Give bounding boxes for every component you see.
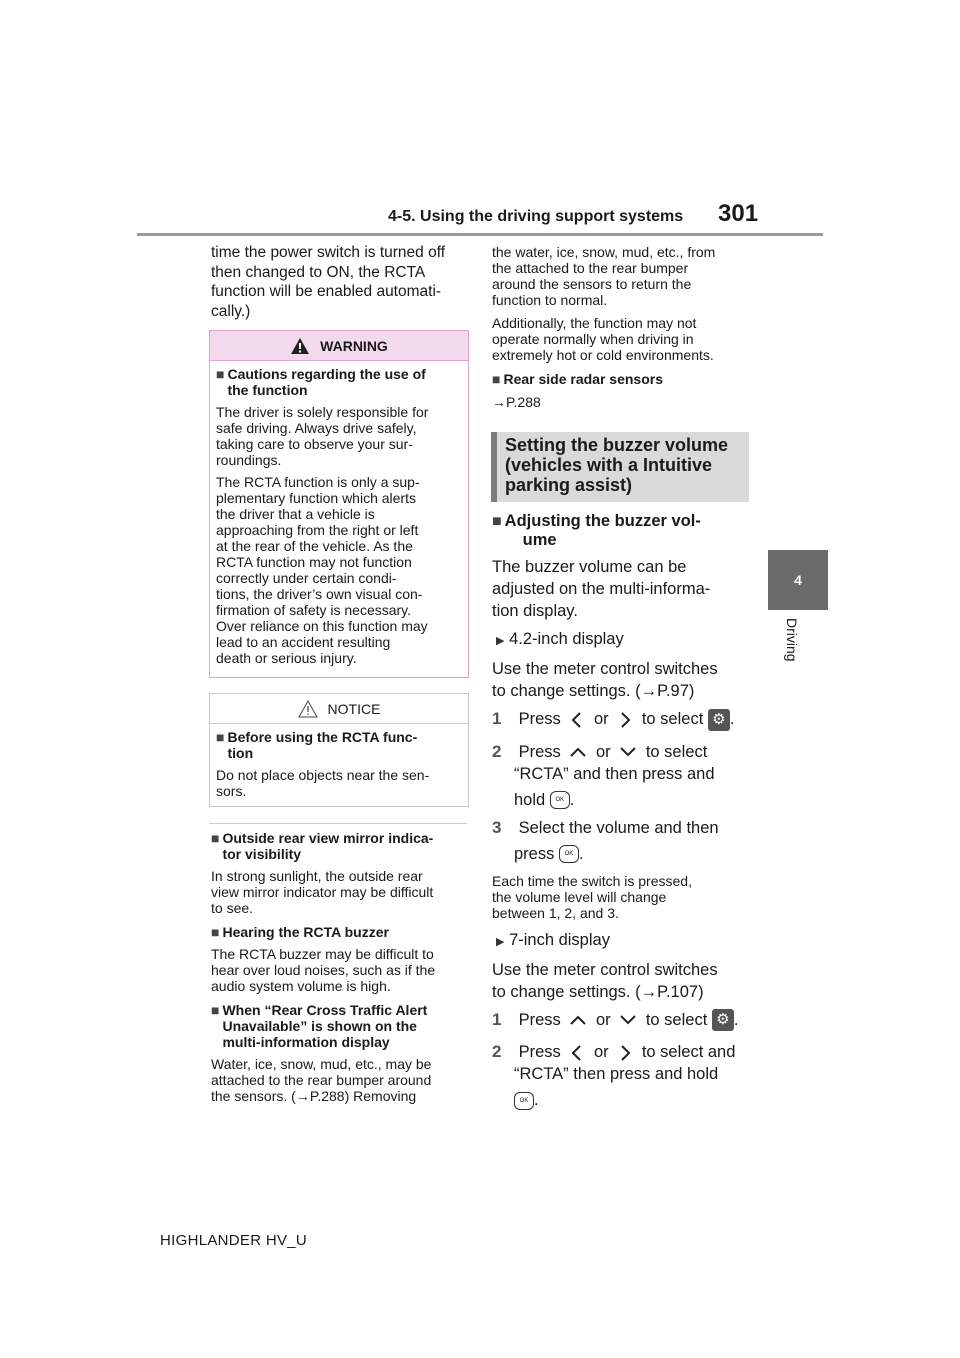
text-line: The buzzer volume can be xyxy=(492,558,687,576)
chevron-right-icon xyxy=(613,1044,637,1062)
square-bullet-icon: ■ xyxy=(216,366,225,382)
band-line: (vehicles with a Intuitive xyxy=(505,455,713,475)
square-bullet-icon: ■ xyxy=(211,1002,220,1018)
step-text: or xyxy=(593,1043,609,1062)
divider xyxy=(209,823,467,824)
text-line: function will be enabled automati- xyxy=(211,283,442,300)
page-number: 301 xyxy=(718,200,759,227)
radar-heading xyxy=(492,371,750,387)
step-note xyxy=(492,873,750,921)
section-heading-unavailable xyxy=(211,1002,469,1050)
text-line: plementary function which alerts xyxy=(216,490,416,506)
step-number: 1 xyxy=(492,709,502,728)
text-line: The RCTA buzzer may be difficult to xyxy=(211,946,434,962)
chapter-tab: 4 xyxy=(768,550,828,610)
step-text: to select xyxy=(645,1010,708,1029)
step-1-7in xyxy=(492,1009,750,1032)
triangle-bullet-icon: ▶ xyxy=(496,935,505,948)
text-line: Each time the switch is pressed, xyxy=(492,872,692,889)
heading-line: tion xyxy=(227,745,254,761)
step-text: Press xyxy=(518,1010,561,1029)
continued-text xyxy=(492,244,750,410)
warning-title: WARNING xyxy=(320,337,388,354)
text-line: attached to the rear bumper around xyxy=(211,1072,432,1088)
text-line: time the power switch is turned off xyxy=(211,244,446,261)
heading-line: the function xyxy=(227,382,308,398)
step-text: to select xyxy=(641,710,704,728)
text-line: The driver is solely responsible for xyxy=(216,404,429,420)
step-2 xyxy=(492,741,750,811)
step-text: Select the volume and then xyxy=(518,818,719,837)
text-line: to change settings. (→P.107) xyxy=(492,982,704,1001)
text-line: the attached to the rear bumper xyxy=(492,260,689,276)
step-1 xyxy=(492,708,750,731)
text-line: at the rear of the vehicle. As the xyxy=(216,538,413,554)
heading-line: tor visibility xyxy=(222,846,302,862)
text-line: Use the meter control switches xyxy=(492,660,718,678)
chevron-down-icon xyxy=(615,744,641,760)
chevron-right-icon xyxy=(613,711,637,729)
text-line: Water, ice, snow, mud, etc., may be xyxy=(211,1056,432,1072)
step-text: or xyxy=(595,742,611,761)
text-line: view mirror indicator may be difficult xyxy=(211,884,434,900)
step-text: to select and xyxy=(641,1043,736,1062)
step-text: . xyxy=(534,1091,539,1110)
step-text: Press xyxy=(518,1043,561,1062)
text-line: lead to an accident resulting xyxy=(216,634,391,650)
step-text: . xyxy=(733,1010,739,1029)
text-line: death or serious injury. xyxy=(216,650,357,666)
square-bullet-icon: ■ xyxy=(492,513,502,530)
square-bullet-icon: ■ xyxy=(216,729,225,745)
text-line: roundings. xyxy=(216,452,282,468)
square-bullet-icon: ■ xyxy=(492,371,501,387)
text-line: function to normal. xyxy=(492,292,608,308)
text-line: to see. xyxy=(211,900,254,916)
heading-line: When “Rear Cross Traffic Alert xyxy=(222,1002,428,1018)
section-heading-buzzer xyxy=(211,924,469,940)
step-text: . xyxy=(578,844,584,863)
step-2-7in xyxy=(492,1041,750,1111)
text-line: the sensors. (→P.288) Removing xyxy=(211,1088,417,1104)
display-42-label xyxy=(492,628,750,652)
heading-line: Cautions regarding the use of xyxy=(227,366,426,382)
chevron-down-icon xyxy=(615,1012,641,1028)
text-line: between 1, 2, and 3. xyxy=(492,904,619,921)
text-line: tion display. xyxy=(492,602,578,620)
warning-header xyxy=(210,331,468,361)
text-line: extremely hot or cold environments. xyxy=(492,347,714,363)
text-line: In strong sunlight, the outside rear xyxy=(211,868,423,884)
notice-p1 xyxy=(216,767,462,799)
text-line: safe driving. Always drive safely, xyxy=(216,420,417,436)
heading-line: ume xyxy=(522,531,557,549)
page-reference: →P.288 xyxy=(492,394,541,410)
text-line: firmation of safety is necessary. xyxy=(216,602,412,618)
adjust-heading xyxy=(492,512,750,550)
step-number: 2 xyxy=(492,1042,502,1062)
notice-triangle-icon xyxy=(298,700,318,718)
chevron-left-icon xyxy=(565,1044,589,1062)
step-text: “RCTA” and then press and xyxy=(514,764,715,783)
display-7-label xyxy=(492,929,750,953)
ok-button-icon: OK xyxy=(559,845,579,863)
notice-title: NOTICE xyxy=(327,700,381,717)
step-number: 1 xyxy=(492,1009,502,1029)
step-text: or xyxy=(595,1010,611,1029)
step-text: . xyxy=(569,790,575,809)
chevron-left-icon xyxy=(565,711,589,729)
chevron-up-icon xyxy=(565,1012,591,1028)
heading-line: Outside rear view mirror indica- xyxy=(222,830,434,846)
text-line: audio system volume is high. xyxy=(211,978,391,994)
step-text: or xyxy=(593,710,609,728)
settings-icon: ⚙ xyxy=(708,709,730,731)
text-line: The RCTA function is only a sup- xyxy=(216,474,420,490)
step-text: . xyxy=(729,710,735,728)
text-line: Additionally, the function may not xyxy=(492,315,697,331)
square-bullet-icon: ■ xyxy=(211,830,220,846)
intro-paragraph xyxy=(211,243,469,321)
text-line: adjusted on the multi-informa- xyxy=(492,580,711,598)
text-line: Over reliance on this function may xyxy=(216,618,428,634)
heading-line: Rear side radar sensors xyxy=(503,371,663,387)
text-line: the volume level will change xyxy=(492,888,667,905)
warning-box xyxy=(209,330,469,678)
section-title: 4-5. Using the driving support systems xyxy=(388,208,684,225)
text-line: Use the meter control switches xyxy=(492,960,718,979)
text-line: RCTA function may not function xyxy=(216,554,412,570)
buzzer-instructions xyxy=(492,512,750,1111)
text-line: hear over loud noises, such as if the xyxy=(211,962,436,978)
band-line: parking assist) xyxy=(505,475,633,495)
step-text: “RCTA” then press and hold xyxy=(514,1065,719,1084)
chapter-label xyxy=(770,618,826,698)
heading-line: multi-information display xyxy=(222,1034,390,1050)
heading-line: Before using the RCTA func- xyxy=(227,729,418,745)
notice-header xyxy=(210,694,468,724)
text-line: sors. xyxy=(216,783,247,799)
step-number: 3 xyxy=(492,817,502,837)
text-line: cally.) xyxy=(211,302,251,320)
settings-icon: ⚙ xyxy=(712,1009,734,1031)
ok-button-icon: OK xyxy=(550,791,570,809)
left-sections xyxy=(211,830,469,1104)
heading-line: Adjusting the buzzer vol- xyxy=(504,512,701,530)
text-line: the driver that a vehicle is xyxy=(216,506,375,522)
step-3 xyxy=(492,817,750,865)
chevron-up-icon xyxy=(565,744,591,760)
text-line: around the sensors to return the xyxy=(492,276,692,292)
text-line: Do not place objects near the sen- xyxy=(216,767,430,783)
text-line: then changed to ON, the RCTA xyxy=(211,263,426,281)
step-text: hold xyxy=(514,790,546,809)
text-line: correctly under certain condi- xyxy=(216,570,397,586)
step-number: 2 xyxy=(492,741,502,761)
chapter-label-text: Driving xyxy=(784,618,800,662)
ok-button-icon: OK xyxy=(514,1092,534,1110)
warning-p2 xyxy=(216,474,462,666)
text-line: the water, ice, snow, mud, etc., from xyxy=(492,244,716,260)
text-line: operate normally when driving in xyxy=(492,331,694,347)
warning-p1 xyxy=(216,404,462,468)
display-label: 4.2-inch display xyxy=(509,630,624,648)
step-text: Press xyxy=(518,742,561,761)
display-label: 7-inch display xyxy=(509,930,610,949)
step-text: Press xyxy=(518,710,561,728)
notice-box xyxy=(209,693,469,807)
square-bullet-icon: ■ xyxy=(211,924,220,940)
triangle-bullet-icon: ▶ xyxy=(496,635,505,647)
step-text: to select xyxy=(645,742,708,761)
section-band xyxy=(491,432,749,502)
section-heading-mirror xyxy=(211,830,469,862)
notice-heading xyxy=(216,729,462,761)
band-line: Setting the buzzer volume xyxy=(505,435,729,455)
warning-heading xyxy=(216,366,462,398)
heading-line: Unavailable” is shown on the xyxy=(222,1018,417,1034)
footer-model: HIGHLANDER HV_U xyxy=(160,1232,308,1249)
text-line: approaching from the right or left xyxy=(216,522,419,538)
heading-line: Hearing the RCTA buzzer xyxy=(222,924,389,940)
step-text: press xyxy=(514,844,555,863)
text-line: to change settings. (→P.97) xyxy=(492,682,695,700)
text-line: tions, the driver’s own visual con- xyxy=(216,586,423,602)
text-line: taking care to observe your sur- xyxy=(216,436,413,452)
warning-triangle-icon xyxy=(290,337,310,355)
header-rule xyxy=(137,233,823,236)
